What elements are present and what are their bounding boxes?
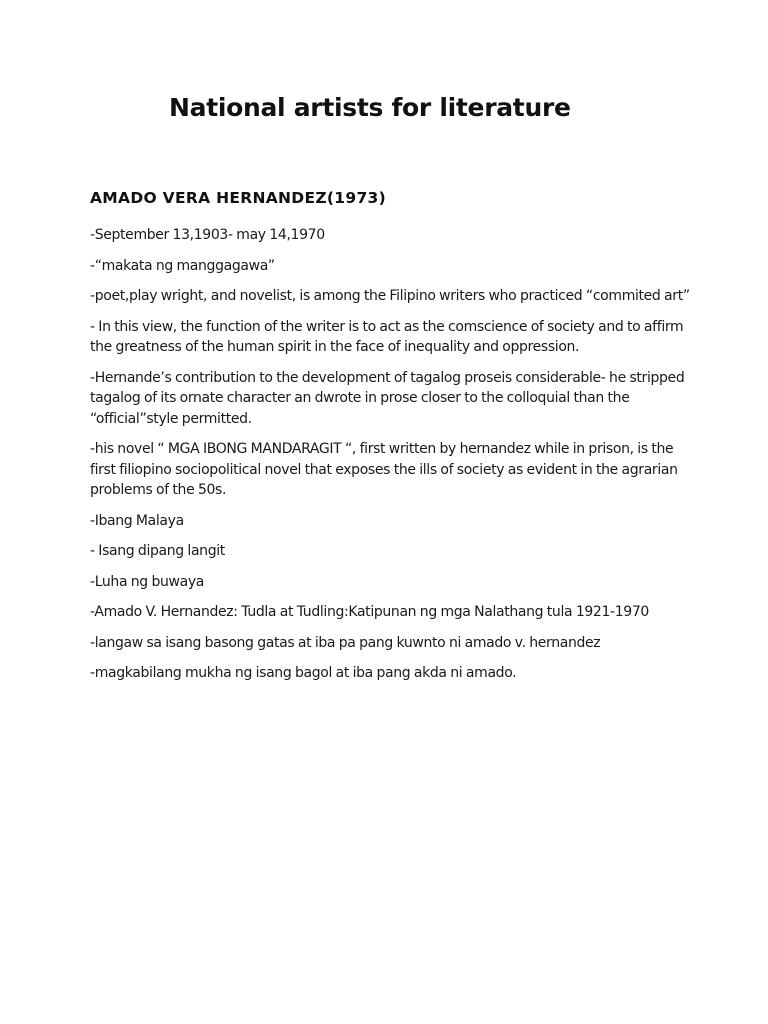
document-body (90, 225, 690, 694)
section-heading: AMADO VERA HERNANDEZ(1973) (90, 189, 387, 207)
paragraph-contribution: -Hernande’s contribution to the development of tagalog proseis considerable- he stripped tagalog of its ornate character an dwrote in prose closer to the colloquial than the “official”style permitted. (90, 369, 685, 427)
list-item: -Amado V. Hernandez: Tudla at Tudling:Katipunan ng mga Nalathang tula 1921-1970 (90, 604, 649, 620)
paragraph-function-of-writer: - In this view, the function of the writer is to act as the comscience of society and to affirm the greatness of the human spirit in the face of inequality and oppression. (90, 318, 684, 355)
list-item: -Luha ng buwaya (90, 573, 204, 590)
paragraph-epithet: -“makata ng manggagawa” (90, 257, 275, 274)
list-item: -langaw sa isang basong gatas at iba pa pang kuwnto ni amado v. hernandez (90, 634, 601, 651)
page-title: National artists for literature (169, 93, 571, 122)
list-item: -Ibang Malaya (90, 512, 184, 529)
list-item: - Isang dipang langit (90, 543, 225, 559)
paragraph-novel: -his novel “ MGA IBONG MANDARAGIT “, first written by hernandez while in prison, is the first filiopino sociopolitical novel that exposes the ills of society as evident in the agrarian problems of the 50s. (90, 441, 678, 498)
list-item: -magkabilang mukha ng isang bagol at iba pang akda ni amado. (90, 665, 517, 681)
paragraph-dates: -September 13,1903- may 14,1970 (90, 227, 325, 243)
paragraph-committed-art: -poet,play wright, and novelist, is among the Filipino writers who practiced “commited art” (90, 288, 690, 304)
